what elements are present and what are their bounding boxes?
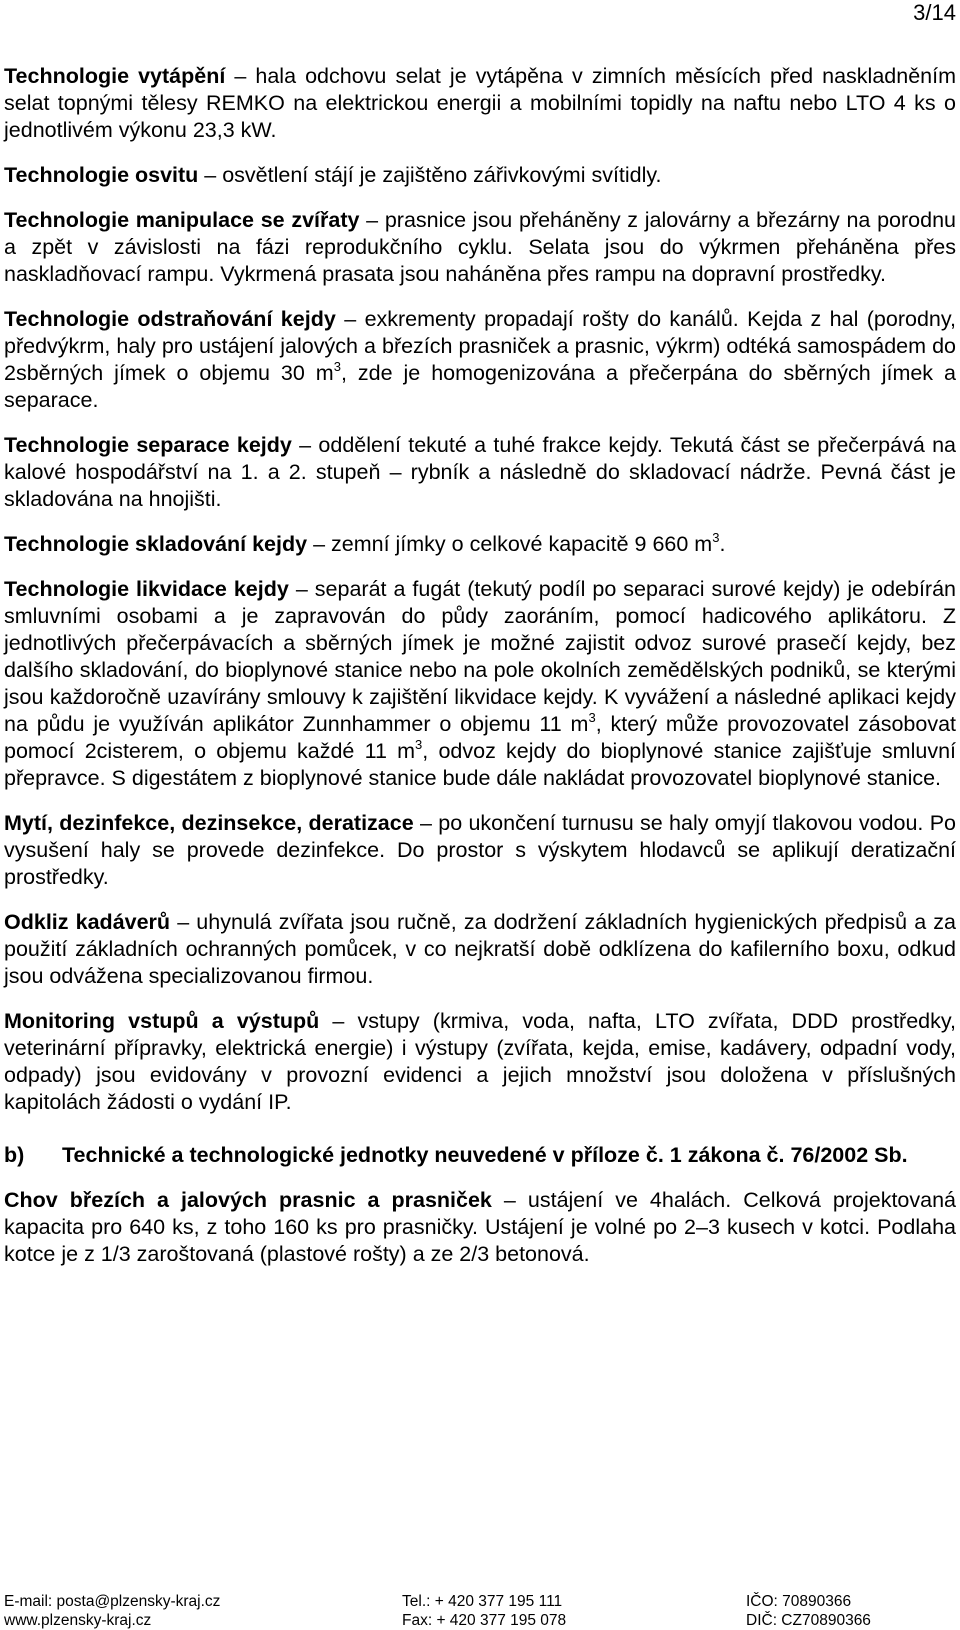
superscript: 3 [712, 529, 720, 545]
document-body [4, 63, 956, 1286]
paragraph-animal-handling: Technologie manipulace se zvířaty – prasnice jsou přeháněny z jalovárny a březárny na porodnu a zpět v závislosti na fázi reprodukčního cyklu. Selata jsou do výkrmen přeháněna přes naskladňovací rampu. Vykrmená prasata jsou naháněna přes rampu na dopravní prostředky. [4, 208, 957, 286]
paragraph-text: po ukončení turnusu se haly omyjí tlakovou vodou. Po vysušení haly se provede dezinfekce. Do prostor s výskytem hlodavců se aplikují deratizační prostředky. [4, 811, 957, 889]
paragraph-lead: Technologie odstraňování kejdy [4, 307, 336, 331]
paragraph-monitoring: Monitoring vstupů a výstupů – vstupy (krmiva, voda, nafta, LTO zvířata, DDD prostředky, veterinární přípravky, elektrická energie) i výstupy (zvířata, kejda, emise, kadávery, odpadní vody, odpady) jsou evidovány v provozní evidenci a jejich množství jsou doložena v příslušných kapitolách žádosti o vydání IP. [4, 1009, 957, 1114]
paragraph-heating: Technologie vytápění – hala odchovu selat je vytápěna v zimních měsících před naskladněním selat topnými tělesy REMKO na elektrickou energii a mobilními topidly na naftu nebo LTO 4 ks o jednotlivém výkonu 23,3 kW. [4, 64, 956, 142]
superscript: 3 [333, 358, 341, 374]
paragraph-text: osvětlení stájí je zajištěno zářivkovými svítidly. [222, 163, 662, 187]
paragraph-slurry-disposal: Technologie likvidace kejdy – separát a fugát (tekutý podíl po separaci surové kejdy) je odebírán smluvními osobami a je zapravován do půdy zaoráním, pomocí hadicového aplikátoru. Z jednotlivých přečerpávacích a sběrných jímek je možné zajistit odvoz surové prasečí kejdy, bez dalšího skladování, do bioplynové stanice nebo na pole okolních zemědělských podniků, se kterými jsou každoročně uzavírány smlouvy k zajištění likvidace kejdy. K vyvážení a následné aplikaci kejdy na půdu je využíván aplikátor Zunnhammer o objemu 11 $m^3$, který může provozovatel zásobovat pomocí 2cisterem, o objemu každé 11 $m^3$, odvoz kejdy do bioplynové stanice zajišťuje smluvní přepravce. S digestátem z bioplynové stanice bude dále nakládat provozovatel bioplynové stanice. [4, 577, 957, 790]
paragraph-lead: Mytí, dezinfekce, dezinsekce, deratizace [4, 811, 414, 835]
footer-ids [746, 1592, 871, 1630]
paragraph-lead: Chov březích a jalových prasnic a prasniček [4, 1188, 492, 1212]
footer-website[interactable]: www.plzensky-kraj.cz [4, 1612, 152, 1629]
paragraph-text: separát a fugát (tekutý podíl po separaci surové kejdy) je odebírán smluvními osobami a je zapravován do půdy zaoráním, pomocí hadicového aplikátoru. Z jednotlivých přečerpávacích a sběrných jímek je možné zajistit odvoz surové prasečí kejdy, bez dalšího skladování, do bioplynové stanice nebo na pole okolních zemědělských podniků, se kterými jsou každoročně uzavírány smlouvy k zajištění likvidace kejdy. K vyvážení a následné aplikaci kejdy na půdu je využíván aplikátor Zunnhammer o objemu 11 m [4, 577, 956, 736]
paragraph-lead: Technologie skladování kejdy [4, 532, 308, 556]
paragraph-text: uhynulá zvířata jsou ručně, za dodržení základních hygienických předpisů a za použití základních ochranných pomůcek, v co nejkratší době odklízena do kafilerního boxu, odkud jsou odvážena specializovanou firmou. [4, 910, 956, 988]
page-number: 3/14 [913, 0, 956, 25]
paragraph-text-cont: . [719, 532, 726, 556]
paragraph-lead: Technologie vytápění [4, 64, 226, 88]
paragraph-lead: Odkliz kadáverů [4, 910, 171, 934]
paragraph-sow-housing: Chov březích a jalových prasnic a prasniček – ustájení ve 4halách. Celková projektovaná kapacita pro 640 ks, z toho 160 ks pro prasničky. Ustájení je volné po 2–3 kusech v kotci. Podlaha kotce je z 1/3 zaroštovaná (plastové rošty) a ze 2/3 betonová. [4, 1188, 957, 1266]
paragraph-text-cont: , který může provozovatel zásobovat pomocí 2cisterem, o objemu každé 11 m [4, 712, 957, 763]
footer-email[interactable]: E-mail: posta@plzensky-kraj.cz [4, 1593, 221, 1610]
footer-contact-web [4, 1592, 220, 1630]
paragraph-slurry-storage: Technologie skladování kejdy – zemní jímky o celkové kapacitě 9 660 $m^3$. [4, 529, 726, 556]
section-title: Technické a technologické jednotky neuvedené v příloze č. 1 zákona č. 76/2002 Sb. [62, 1143, 908, 1167]
paragraph-text: exkrementy propadají rošty do kanálů. Kejda z hal (porodny, předvýkrm, haly pro ustájení jalových a březích prasniček a prasnic, výkrm) odtéká samospádem do 2sběrných jímek o objemu 30 m [4, 307, 957, 385]
paragraph-text: prasnice jsou přeháněny z jalovárny a březárny na porodnu a zpět v závislosti na fázi reprodukčního cyklu. Selata jsou do výkrmen přeháněna přes naskladňovací rampu. Vykrmená prasata jsou naháněna přes rampu na dopravní prostředky. [4, 208, 957, 286]
section-marker: b) [4, 1143, 25, 1167]
paragraph-slurry-removal: Technologie odstraňování kejdy – exkrementy propadají rošty do kanálů. Kejda z hal (porodny, předvýkrm, haly pro ustájení jalových a březích prasniček a prasnic, výkrm) odtéká samospádem do 2sběrných jímek o objemu 30 $m^3$, zde je homogenizována a přečerpána do sběrných jímek a separace. [4, 307, 957, 412]
paragraph-lead: Monitoring vstupů a výstupů [4, 1009, 320, 1033]
paragraph-lighting: Technologie osvitu – osvětlení stájí je zajištěno zářivkovými svítidly. [4, 163, 662, 187]
paragraph-text: zemní jímky o celkové kapacitě 9 660 m [331, 532, 713, 556]
paragraph-slurry-separation: Technologie separace kejdy – oddělení tekuté a tuhé frakce kejdy. Tekutá část se přečerpává na kalové hospodářství na 1. a 2. stupeň – rybník a následně do skladovací nádrže. Pevná část je skladována na hnojišti. [4, 433, 956, 511]
paragraph-text: ustájení ve 4halách. Celková projektovaná kapacita pro 640 ks, z toho 160 ks pro prasničky. Ustájení je volné po 2–3 kusech v kotci. Podlaha kotce je z 1/3 zaroštovaná (plastové rošty) a ze 2/3 betonová. [4, 1188, 957, 1266]
superscript: 3 [588, 709, 596, 725]
paragraph-carcass-removal: Odkliz kadáverů – uhynulá zvířata jsou ručně, za dodržení základních hygienických předpisů a za použití základních ochranných pomůcek, v co nejkratší době odklízena do kafilerního boxu, odkud jsou odvážena specializovanou firmou. [4, 910, 956, 988]
footer-ico: IČO: 70890366 [746, 1593, 852, 1610]
paragraph-text: oddělení tekuté a tuhé frakce kejdy. Tekutá část se přečerpává na kalové hospodářství na 1. a 2. stupeň – rybník a následně do skladovací nádrže. Pevná část je skladována na hnojišti. [4, 433, 956, 511]
paragraph-lead: Technologie likvidace kejdy [4, 577, 289, 601]
paragraph-text-cont: , odvoz kejdy do bioplynové stanice zajišťuje smluvní přepravce. S digestátem z bioplynové stanice bude dále nakládat provozovatel bioplynové stanice. [4, 739, 956, 790]
footer-phone [402, 1592, 566, 1630]
paragraph-disinfection: Mytí, dezinfekce, dezinsekce, deratizace – po ukončení turnusu se haly omyjí tlakovou vodou. Po vysušení haly se provede dezinfekce. Do prostor s výskytem hlodavců se aplikují deratizační prostředky. [4, 811, 957, 889]
section-heading-b [4, 1142, 956, 1169]
footer-fax: Fax: + 420 377 195 078 [402, 1612, 567, 1629]
paragraph-lead: Technologie separace kejdy [4, 433, 292, 457]
paragraph-lead: Technologie manipulace se zvířaty [4, 208, 360, 232]
footer-tel: Tel.: + 420 377 195 111 [402, 1593, 563, 1610]
superscript: 3 [415, 736, 423, 752]
page-footer [4, 1592, 956, 1630]
paragraph-text-cont: , zde je homogenizována a přečerpána do sběrných jímek a separace. [4, 361, 956, 412]
footer-dic: DIČ: CZ70890366 [746, 1612, 871, 1629]
paragraph-text: vstupy (krmiva, voda, nafta, LTO zvířata, DDD prostředky, veterinární přípravky, elektrická energie) i výstupy (zvířata, kejda, emise, kadávery, odpadní vody, odpady) jsou evidovány v provozní evidenci a jejich množství jsou doložena v příslušných kapitolách žádosti o vydání IP. [4, 1009, 957, 1114]
paragraph-text: hala odchovu selat je vytápěna v zimních měsících před naskladněním selat topnými tělesy REMKO na elektrickou energii a mobilními topidly na naftu nebo LTO 4 ks o jednotlivém výkonu 23,3 kW. [4, 64, 956, 142]
paragraph-lead: Technologie osvitu [4, 163, 199, 187]
